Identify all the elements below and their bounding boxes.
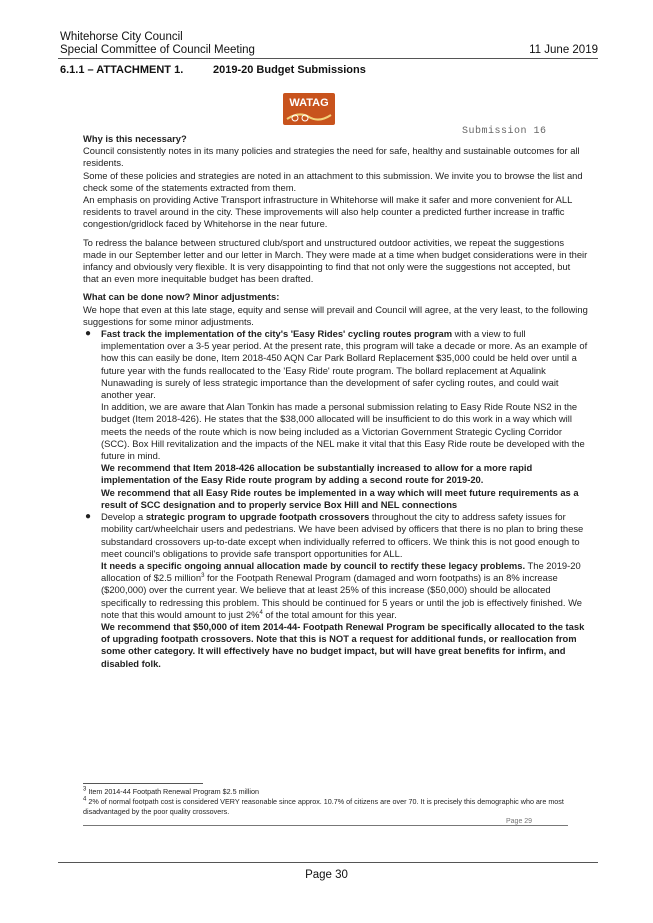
footpath-recommendation: We recommend that $50,000 of item 2014-44- Footpath Renewal Program be specifically allocated to the task of upgrading footpath crossovers. Note that this is NOT a request for additional funds, or reallocation from some other category. It will effectively have no budget impact, but will have great benefits for infirm, and disabled folk. <box>101 620 585 669</box>
org-name: Whitehorse City Council <box>60 31 183 43</box>
footer-divider <box>58 862 598 863</box>
footpath-text: throughout the city to address safety issues for mobility cart/wheelchair users and pedestrians. We have been advised by officers that there is no plan to bring these substandard crossovers up-to-date except when individually referred to officers. We think this is not good enough to meet council's obligations to provide safe transport opportunities for ALL. <box>101 511 584 559</box>
header-divider <box>58 58 598 59</box>
easy-rides-lead: Fast track the implementation of the city's 'Easy Rides' cycling routes program <box>101 328 453 340</box>
committee-name: Special Committee of Council Meeting <box>60 44 255 56</box>
watag-logo <box>283 93 335 125</box>
bullet-icon: ● <box>85 328 92 340</box>
what-intro: We hope that even at this late stage, equity and sense will prevail and Council will agree, at the very least, to the following suggestions for some minor adjustments. <box>83 303 588 327</box>
footnote-divider <box>83 783 203 784</box>
what-heading: What can be done now? Minor adjustments: <box>83 291 280 303</box>
meeting-date: 11 June 2019 <box>529 44 598 56</box>
page-header <box>60 31 598 57</box>
footpath-lead: strategic program to upgrade footpath crossovers <box>145 511 370 523</box>
suggestion-easy-rides <box>83 328 588 511</box>
footnote-ref-3: 3 <box>201 572 205 579</box>
why-paragraph-3: An emphasis on providing Active Transport infrastructure in Whitehorse will make it safer and more convenient for ALL residents to travel around in the city. These improvements will also help counter a predicted further increase in traffic congestion/gridlock faced by Whitehorse in the near future. <box>83 194 572 230</box>
page-number: Page 30 <box>305 869 348 881</box>
footpath-paragraph-2: It needs a specific ongoing annual allocation made by council to rectify these legacy problems. The 2019-20 allocation of $2.5 million$^3$ for the Footpath Renewal Program (damaged and worn footpaths) is an 8% increase ($200,000) over the current year. We believe that at least 25% of this increase ($50,000) should be allocated specifically to redressing this problem. This should be continued for 5 years or until the job is effectively finished. We note that this would amount to just 2%$^4$ of the total amount for this year. <box>101 559 582 620</box>
easy-rides-paragraph-2: In addition, we are aware that Alan Tonkin has made a personal submission relating to Easy Ride Route NS2 in the budget (Item 2018-426). He states that the $38,000 allocated will be insufficient to do this work in a way which will meets the needs of the route which is now being included as a Victorian Government Strategic Cycling Corridor (SCC). Box Hill revitalization and the impacts of the NEL make it vital that this Easy Ride route be developed with the future in mind. <box>101 401 585 462</box>
why-paragraph-1: Council consistently notes in its many policies and strategies the need for safe, healthy and sustainable outcomes for all residents. <box>83 145 580 169</box>
attachment-label: 6.1.1 – ATTACHMENT 1. <box>60 64 184 76</box>
suggestion-footpath-crossovers: ● Develop a strategic program to upgrade footpath crossovers throughout the city to address safety issues for mobility cart/wheelchair users and pedestrians. We have been advised by officers that there is no plan to bring these substandard crossovers up-to-date except when individually referred to officers. We think this is not good enough to meet council's obligations to provide safe transport opportunities for ALL. It needs a specific ongoing annual allocation made by council to rectify these legacy problems. The 2019-20 allocation of $2.5 million$^3$ for the Footpath Renewal Program (damaged and worn footpaths) is an 8% increase ($200,000) over the current year. We believe that at least 25% of this increase ($50,000) should be allocated specifically to redressing this problem. This should be continued for 5 years or until the job is effectively finished. We note that this would amount to just 2%$^4$ of the total amount for this year. We recommend that $50,000 of item 2014-44- Footpath Renewal Program be specifically allocated to the task of upgrading footpath crossovers. Note that this is NOT a request for additional funds, or reallocation from some other category. It will effectively have no budget impact, but will have great benefits for infirm, and disabled folk. <box>83 511 588 670</box>
easy-rides-text: with a view to full implementation over a 3-5 year period. At the present rate, this program will take a decade or more. As an example of how this can easily be done, Item 2018-450 AQN Car Park Bollard Replacement $35,000 could be held over until a future year with the funds reallocated to the 'Easy Ride' route program. The bollard replacement at Aqualink Nunawading is surely of less strategic importance than the development of safer cycling routes, and could wait another year. <box>101 328 588 401</box>
footnote-3: $^3$ Item 2014-44 Footpath Renewal Program $2.5 million <box>83 786 259 796</box>
footnote-ref-4: 4 <box>259 609 263 616</box>
submission-stamp: Submission 16 <box>462 126 547 137</box>
footnotes <box>83 787 588 817</box>
logo-text: WATAG <box>289 97 329 109</box>
submission-body <box>83 133 588 670</box>
easy-rides-recommendation-2: We recommend that all Easy Ride routes be implemented in a way which will meet future requirements as a result of SCC designation and to properly service Box Hill and NEL connections <box>101 486 579 510</box>
why-paragraph-2: Some of these policies and strategies are noted in an attachment to this submission. We invite you to browse the list and check some of the statements extracted from them. <box>83 169 583 193</box>
footnote-4: $^4$ 2% of normal footpath cost is considered VERY reasonable since approx. 10.7% of citizens are over 70. It is precisely this demographic who are most disadvantaged by the poor quality crossovers. <box>83 796 564 816</box>
suggestion-list <box>83 328 588 670</box>
why-paragraph-4: To redress the balance between structured club/sport and unstructured outdoor activities, we repeat the suggestions made in our September letter and our letter in March. They were made at a time when budget considerations were in their infancy and obviously very flexible. It is very disappointing to find that not only were the suggestions not accepted, but that an even more inequitable budget has been drafted. <box>83 236 588 285</box>
easy-rides-recommendation-1: We recommend that Item 2018-426 allocation be substantially increased to allow for a more rapid implementation of the Easy Ride route program by adding a second route for 2019-20. <box>101 462 533 486</box>
why-heading: Why is this necessary? <box>83 133 187 144</box>
inner-page-rule <box>83 825 568 826</box>
bullet-icon: ● <box>85 511 92 523</box>
inner-page-number: Page 29 <box>506 818 533 825</box>
attachment-title: 2019-20 Budget Submissions <box>213 64 366 76</box>
attachment-heading <box>60 64 366 76</box>
